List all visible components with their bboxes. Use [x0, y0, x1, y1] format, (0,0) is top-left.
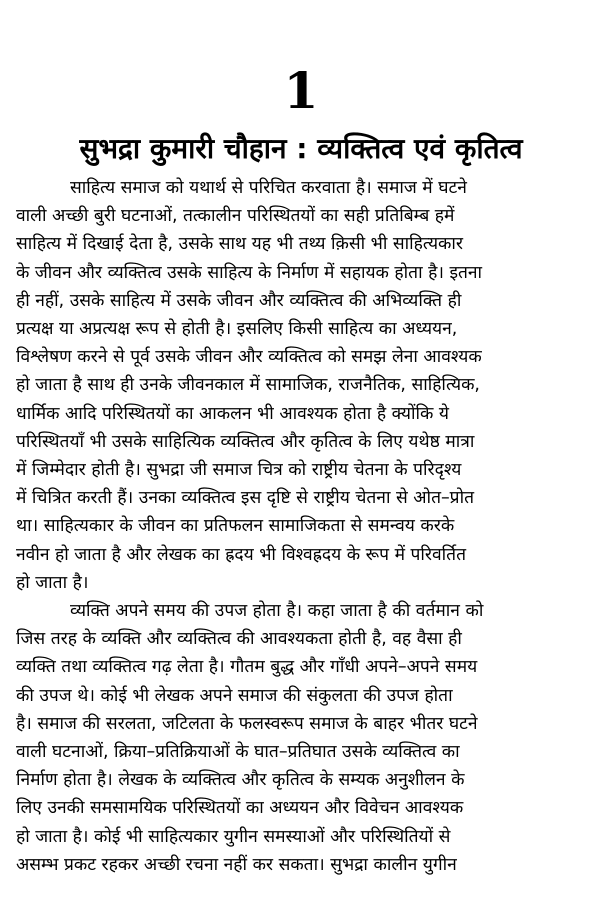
paragraph-line: की उपज थे। कोई भी लेखक अपने समाज की संकुलता की उपज होता: [16, 685, 453, 706]
paragraph-line: असम्भ प्रकट रहकर अच्छी रचना नहीं कर सकता। सुभद्रा कालीन युगीन: [16, 854, 457, 875]
paragraph-line: विश्लेषण करने से पूर्व उसके जीवन और व्यक्तित्व को समझ लेना आवश्यक: [16, 347, 482, 368]
paragraph-line: था। साहित्यकार के जीवन का प्रतिफलन सामाजिकता से समन्वय करके: [16, 516, 455, 537]
paragraph-line: हो जाता है।: [16, 572, 89, 593]
paragraph-line: जिस तरह के व्यक्ति और व्यक्तित्व की आवश्यकता होती है, वह वैसा ही: [16, 629, 462, 650]
paragraph-line: लिए उनकी समसामयिक परिस्थितयों का अध्ययन और विवेचन आवश्यक: [16, 798, 464, 819]
paragraph-line: नवीन हो जाता है और लेखक का ह्रदय भी विश्वह्रदय के रूप में परिवर्तित: [16, 544, 466, 565]
paragraph-line: हो जाता है। कोई भी साहित्यकार युगीन समस्याओं और परिस्थितियों से: [16, 826, 451, 847]
paragraph-line: वाली अच्छी बुरी घटनाओं, तत्कालीन परिस्थितयों का सही प्रतिबिम्ब हमें: [16, 206, 455, 227]
paragraph-line: वाली घटनाओं, क्रिया–प्रतिक्रियाओं के घात–प्रतिघात उसके व्यक्तित्व का: [16, 742, 460, 763]
paragraph-line: परिस्थितयाँ भी उसके साहित्यिक व्यक्तित्व और कृतित्व के लिए यथेष्ठ मात्रा: [16, 431, 475, 452]
paragraph-2: [16, 597, 586, 879]
paragraph-line: साहित्य में दिखाई देता है, उसके साथ यह भी तथ्य क़िसी भी साहित्यकार: [16, 234, 464, 255]
paragraph-line: में चित्रित करती हैं। उनका व्यक्तित्व इस दृष्टि से राष्ट्रीय चेतना से ओत–प्रोत: [16, 488, 474, 509]
paragraph-line: में जिम्मेदार होती है। सुभद्रा जी समाज चित्र को राष्ट्रीय चेतना के परिदृश्य: [16, 460, 462, 481]
chapter-title: सुभद्रा कुमारी चौहान : व्यक्तित्व एवं कृतित्व: [79, 132, 523, 165]
paragraph-line: धार्मिक आदि परिस्थितयों का आकलन भी आवश्यक होता है क्योंकि ये: [16, 403, 449, 424]
paragraph-line: निर्माण होता है। लेखक के व्यक्तित्व और कृतित्व के सम्यक अनुशीलन के: [16, 770, 465, 791]
paragraph-line: व्यक्ति अपने समय की उपज होता है। कहा जाता है की वर्तमान को: [70, 601, 484, 622]
paragraph-line: व्यक्ति तथा व्यक्तित्व गढ़ लेता है। गौतम बुद्ध और गाँधी अपने–अपने समय: [16, 657, 478, 678]
paragraph-line: के जीवन और व्यक्तित्व उसके साहित्य के निर्माण में सहायक होता है। इतना: [16, 262, 483, 283]
chapter-number: 1: [283, 61, 319, 120]
paragraph-1: [16, 174, 586, 597]
paragraph-line: ही नहीं, उसके साहित्य में उसके जीवन और व्यक्तित्व की अभिव्यक्ति ही: [16, 290, 462, 311]
paragraph-line: साहित्य समाज को यथार्थ से परिचित करवाता है। समाज में घटने: [70, 178, 467, 198]
paragraph-line: हो जाता है साथ ही उनके जीवनकाल में सामाजिक, राजनैतिक, साहित्यिक,: [16, 375, 480, 396]
paragraph-line: प्रत्यक्ष या अप्रत्यक्ष रूप से होती है। इसलिए किसी साहित्य का अध्ययन,: [16, 319, 458, 340]
paragraph-line: है। समाज की सरलता, जटिलता के फलस्वरूप समाज के बाहर भीतर घटने: [16, 713, 478, 734]
